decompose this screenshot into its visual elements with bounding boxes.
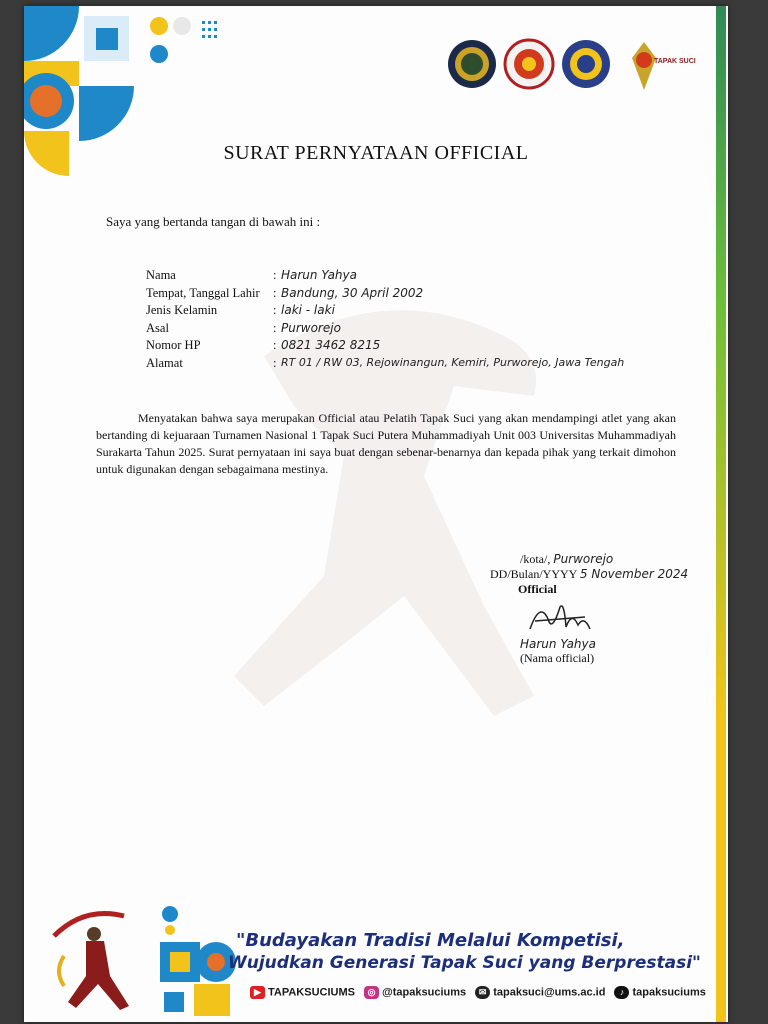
statement-paragraph bbox=[96, 410, 676, 478]
field-label: Nomor HP bbox=[146, 338, 201, 352]
field-label: Asal bbox=[146, 320, 169, 335]
field-colon: : bbox=[273, 355, 277, 370]
logo-3-icon bbox=[562, 40, 610, 88]
place-line bbox=[490, 552, 688, 567]
logo-4-icon bbox=[632, 42, 656, 90]
field-colon: : bbox=[273, 285, 277, 300]
decorative-shapes-top-left bbox=[24, 6, 224, 196]
city-label: /kota/, bbox=[520, 552, 551, 566]
field-value: Purworejo bbox=[281, 320, 341, 335]
footer-slogan bbox=[228, 930, 701, 974]
social-email[interactable] bbox=[475, 986, 605, 999]
field-colon: : bbox=[273, 268, 277, 282]
handwritten-signature bbox=[520, 599, 600, 639]
role-label: Official bbox=[518, 582, 557, 596]
social-label: tapaksuci@ums.ac.id bbox=[493, 986, 606, 999]
field-colon: : bbox=[273, 338, 277, 352]
tiktok-icon: ♪ bbox=[614, 986, 629, 999]
slogan-line-2: Wujudkan Generasi Tapak Suci yang Berprestasi" bbox=[228, 953, 701, 973]
social-tiktok[interactable] bbox=[614, 986, 705, 999]
field-label: Jenis Kelamin bbox=[146, 303, 218, 317]
city-value: Purworejo bbox=[553, 552, 614, 566]
social-youtube[interactable] bbox=[250, 986, 355, 999]
letter-page bbox=[24, 6, 728, 1022]
logo-1-icon bbox=[448, 40, 496, 88]
email-icon: ✉ bbox=[475, 986, 490, 999]
header-logos bbox=[444, 36, 714, 96]
logo-4-label: TAPAK SUCI bbox=[654, 58, 696, 65]
date-line bbox=[490, 567, 688, 582]
right-edge-stripe bbox=[716, 6, 726, 1022]
field-label: Alamat bbox=[146, 355, 183, 370]
field-colon: : bbox=[273, 303, 277, 317]
signature-block bbox=[490, 552, 688, 666]
field-value: laki - laki bbox=[281, 303, 335, 317]
field-colon: : bbox=[273, 320, 277, 335]
field-value: 0821 3462 8215 bbox=[281, 338, 381, 352]
footer-socials bbox=[250, 986, 712, 999]
signed-name: Harun Yahya bbox=[520, 637, 596, 651]
field-value: Bandung, 30 April 2002 bbox=[281, 285, 424, 300]
date-label: DD/Bulan/YYYY bbox=[490, 567, 577, 581]
social-instagram[interactable] bbox=[364, 986, 466, 999]
name-note: (Nama official) bbox=[520, 651, 595, 665]
social-label: tapaksuciums bbox=[632, 986, 706, 999]
social-label: @tapaksuciums bbox=[382, 986, 467, 999]
document-title: SURAT PERNYATAAN OFFICIAL bbox=[223, 142, 529, 164]
footer-shapes bbox=[160, 906, 236, 1016]
intro-text: Saya yang bertanda tangan di bawah ini : bbox=[106, 214, 321, 229]
field-label: Tempat, Tanggal Lahir bbox=[146, 285, 260, 300]
field-value: RT 01 / RW 03, Rejowinangun, Kemiri, Purworejo, Jawa Tengah bbox=[281, 355, 625, 369]
date-value: 5 November 2024 bbox=[579, 567, 689, 581]
field-value: Harun Yahya bbox=[281, 268, 357, 282]
statement-text: Menyatakan bahwa saya merupakan Official atau Pelatih Tapak Suci yang akan mendampingi atlet yang akan bertanding di kejuaraan Turnamen Nasional 1 Tapak Suci Putera Muhammadiyah Unit 003 Universitas Muhammadiyah Surakarta Tahun 2025. Surat pernyataan ini saya buat dengan sebenar-benarnya dan kepada pihak yang terkait dimohon untuk digunakan dengan sebagaimana mestinya. bbox=[96, 411, 676, 476]
fighter-illustration-icon bbox=[54, 914, 129, 1011]
social-label: TAPAKSUCIUMS bbox=[268, 986, 355, 999]
instagram-icon: ◎ bbox=[364, 986, 379, 999]
logo-2-icon bbox=[505, 40, 553, 88]
field-label: Nama bbox=[146, 268, 176, 282]
slogan-line-1: "Budayakan Tradisi Melalui Kompetisi, bbox=[236, 930, 625, 951]
youtube-icon: ▶ bbox=[250, 986, 265, 999]
